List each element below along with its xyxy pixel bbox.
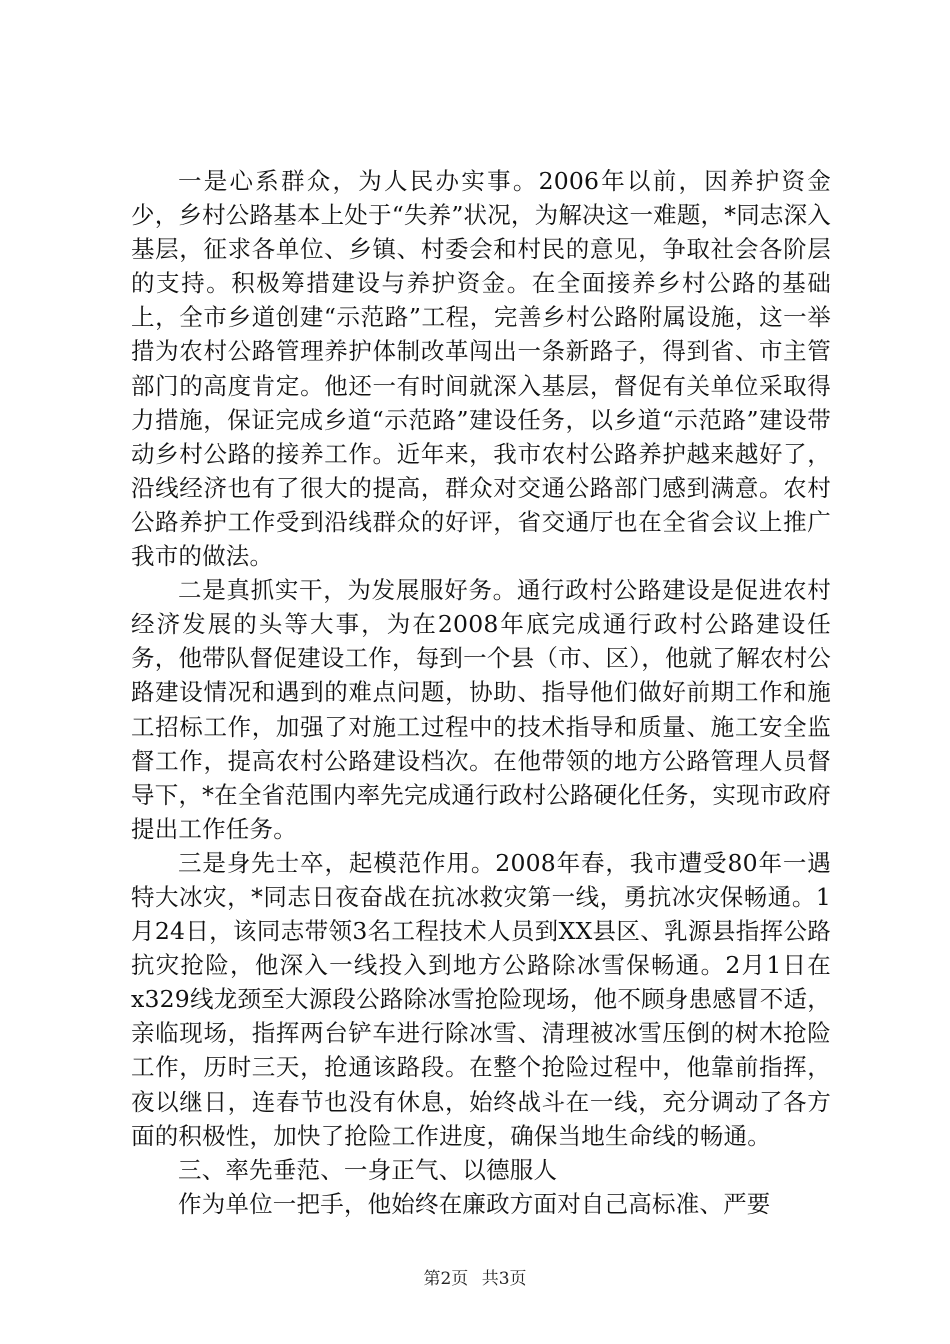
paragraph-1: 一是心系群众，为人民办实事。2006年以前，因养护资金少，乡村公路基本上处于“失养”状况，为解决这一难题，*同志深入基层，征求各单位、乡镇、村委会和村民的意见，争取社会各阶层的支持。积极筹措建设与养护资金。在全面接养乡村公路的基础上，全市乡道创建“示范路”工程，完善乡村公路附属设施，这一举措为农村公路管理养护体制改革闯出一条新路子，得到省、市主管部门的高度肯定。他还一有时间就深入基层，督促有关单位采取得力措施，保证完成乡道“示范路”建设任务，以乡道“示范路”建设带动乡村公路的接养工作。近年来，我市农村公路养护越来越好了，沿线经济也有了很大的提高，群众对交通公路部门感到满意。农村公路养护工作受到沿线群众的好评，省交通厅也在全省会议上推广我市的做法。: [131, 167, 831, 571]
section-heading: 三、率先垂范、一身正气、以德服人: [178, 1155, 558, 1184]
paragraph-4: 作为单位一把手，他始终在廉政方面对自己高标准、严要: [178, 1189, 771, 1218]
page-number: 第2页: [423, 1269, 469, 1289]
paragraph-2: 二是真抓实干，为发展服好务。通行政村公路建设是促进农村经济发展的头等大事，为在2008年底完成通行政村公路建设任务，他带队督促建设工作，每到一个县（市、区），他就了解农村公路建设情况和遇到的难点问题，协助、指导他们做好前期工作和施工招标工作，加强了对施工过程中的技术指导和质量、施工安全监督工作，提高农村公路建设档次。在他带领的地方公路管理人员督导下，*在全省范围内率先完成通行政村公路硬化任务，实现市政府提出工作任务。: [131, 576, 831, 843]
page-total: 共3页: [481, 1269, 527, 1289]
page-footer: [0, 1268, 950, 1290]
paragraph-3: 三是身先士卒，起模范作用。2008年春，我市遭受80年一遇特大冰灾，*同志日夜奋战在抗冰救灾第一线，勇抗冰灾保畅通。1月24日，该同志带领3名工程技术人员到XX县区、乳源县指挥公路抗灾抢险，他深入一线投入到地方公路除冰雪保畅通。2月1日在x329线龙颈至大源段公路除冰雪抢险现场，他不顾身患感冒不适，亲临现场，指挥两台铲车进行除冰雪、清理被冰雪压倒的树木抢险工作，历时三天，抢通该路段。在整个抢险过程中，他靠前指挥，夜以继日，连春节也没有休息，始终战斗在一线，充分调动了各方面的积极性，加快了抢险工作进度，确保当地生命线的畅通。: [131, 848, 831, 1150]
body-text: [131, 164, 831, 1221]
